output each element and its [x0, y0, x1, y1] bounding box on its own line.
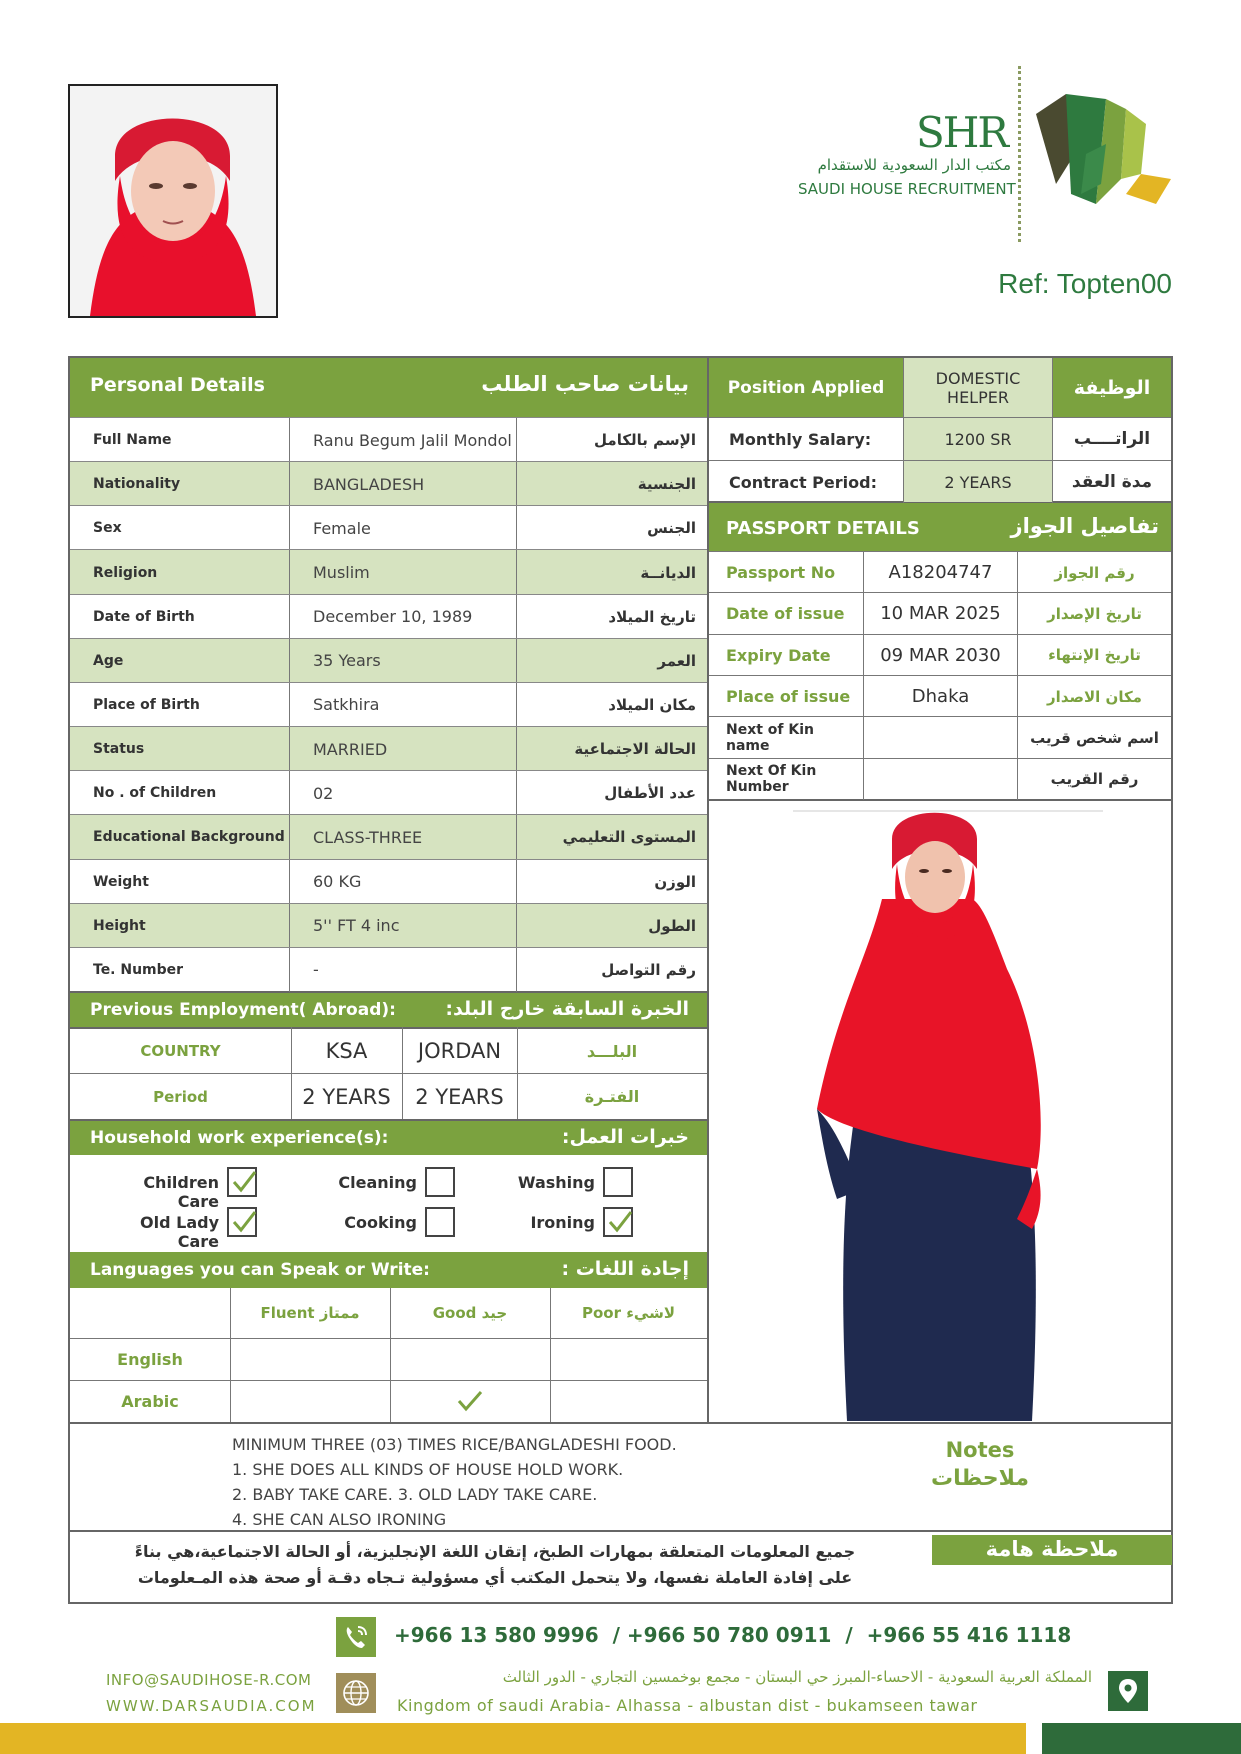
personal-row-value: Satkhira	[313, 695, 380, 715]
personal-row-label: Height	[93, 917, 146, 934]
notes-box	[68, 1424, 1173, 1532]
period-2: 2 YEARS	[415, 1084, 504, 1109]
passport-row	[709, 551, 1171, 592]
passport-row-value: Dhaka	[911, 686, 970, 708]
personal-row-value: Female	[313, 518, 371, 538]
household-item-label: Washing	[517, 1173, 595, 1192]
passport-row-value: A18204747	[888, 562, 993, 584]
monthly-salary-value: 1200 SR	[944, 429, 1012, 449]
personal-row-ar: الوزن	[654, 872, 696, 891]
languages-section	[68, 1252, 709, 1424]
household-item-checkbox[interactable]	[603, 1167, 633, 1197]
passport-row-ar: مكان الاصدار	[1047, 687, 1142, 706]
personal-row-value: BANGLADESH	[313, 474, 425, 494]
contract-period-label: Contract Period:	[729, 472, 877, 492]
personal-row	[70, 505, 707, 549]
personal-row-label: No . of Children	[93, 785, 217, 802]
passport-row-label: Date of issue	[726, 604, 845, 624]
passport-row	[709, 592, 1171, 633]
personal-row-label: Sex	[93, 520, 122, 537]
country-2: JORDAN	[417, 1039, 502, 1063]
logo-mark: SHR	[916, 108, 1008, 157]
country-label: COUNTRY	[140, 1042, 221, 1060]
passport-title: PASSPORT DETAILS	[726, 518, 920, 539]
personal-row-ar: الديانــة	[640, 563, 696, 582]
household-item-label: Children Care	[143, 1173, 219, 1211]
personal-row-value: 02	[313, 783, 334, 803]
passport-row-ar: اسم شخص قريب	[1030, 728, 1159, 747]
passport-row	[709, 634, 1171, 675]
personal-row-label: Age	[93, 652, 124, 669]
passport-row-ar: تاريخ الإصدار	[1047, 604, 1142, 623]
personal-row	[70, 903, 707, 947]
personal-row-ar: الحالة الاجتماعية	[574, 740, 696, 759]
personal-row-ar: تاريخ الميلاد	[608, 607, 696, 626]
passport-row-label: Next of Kin name	[726, 721, 815, 754]
language-level-check	[390, 1380, 550, 1422]
passport-row-ar: تاريخ الإنتهاء	[1048, 646, 1141, 665]
notes-label: Notes	[945, 1438, 1015, 1462]
languages-title: Languages you can Speak or Write:	[90, 1260, 430, 1280]
passport-row-ar: رقم القريب	[1050, 770, 1139, 789]
household-item-label: Old Lady Care	[140, 1213, 219, 1251]
footer-green-bar	[1042, 1723, 1241, 1754]
location-pin-icon	[1108, 1671, 1148, 1711]
monthly-salary-ar: الراتــــب	[1073, 429, 1151, 449]
previous-employment-section	[68, 993, 709, 1121]
country-label-ar: البلـــد	[586, 1041, 638, 1061]
passport-row-value: 09 MAR 2030	[880, 644, 1001, 666]
personal-row-value: December 10, 1989	[313, 607, 473, 627]
globe-icon	[336, 1673, 376, 1713]
notes-text	[232, 1432, 832, 1532]
period-label: Period	[153, 1087, 208, 1106]
personal-row-label: Te. Number	[93, 961, 184, 978]
passport-row-label: Place of issue	[726, 687, 851, 707]
important-note-line-1: جميع المعلومات المتعلقة بمهارات الطبخ، إتقان اللغة الإنجليزية، أو الحالة الاجتماعية،هي بناءً	[134, 1542, 856, 1561]
check-icon	[607, 1209, 633, 1235]
position-applied-label: Position Applied	[727, 377, 885, 398]
check-icon	[231, 1209, 257, 1235]
personal-row-label: Nationality	[93, 476, 181, 493]
personal-row-ar: مكان الميلاد	[608, 695, 696, 714]
personal-row-value: Muslim	[313, 563, 370, 583]
personal-row	[70, 638, 707, 682]
household-item-checkbox[interactable]	[227, 1207, 257, 1237]
personal-row	[70, 947, 707, 991]
logo-arabic-name: مكتب الدار السعودية للاستقدام	[817, 156, 1011, 174]
monthly-salary-label: Monthly Salary:	[729, 429, 872, 449]
passport-row-label: Expiry Date	[726, 645, 831, 665]
languages-header	[70, 1252, 707, 1288]
passport-row-value	[864, 759, 1017, 800]
personal-details-title: Personal Details	[90, 374, 265, 396]
period-label-ar: الفتـرة	[584, 1087, 640, 1106]
personal-row-value: 5'' FT 4 inc	[313, 916, 400, 936]
logo-english-name: SAUDI HOUSE RECRUITMENT	[798, 180, 1016, 198]
notes-label-ar: ملاحظات	[931, 1466, 1029, 1491]
saudi-map-icon	[1026, 84, 1176, 214]
personal-row-value: CLASS-THREE	[313, 827, 423, 847]
passport-table	[709, 503, 1173, 801]
personal-row	[70, 549, 707, 593]
language-level-header: Poor لاشيء	[582, 1304, 675, 1322]
country-1: KSA	[325, 1039, 368, 1063]
personal-details-table	[68, 356, 709, 993]
previous-employment-header	[70, 993, 707, 1027]
personal-row-value: 60 KG	[313, 872, 362, 892]
household-item-checkbox[interactable]	[425, 1167, 455, 1197]
company-logo	[790, 64, 1180, 244]
personal-row-ar: رقم التواصل	[601, 960, 696, 979]
check-icon	[457, 1390, 483, 1412]
notes-line-4: 4. SHE CAN ALSO IRONING	[232, 1510, 447, 1529]
personal-row-value: 35 Years	[313, 651, 381, 671]
notes-line-2: 1. SHE DOES ALL KINDS OF HOUSE HOLD WORK.	[232, 1460, 624, 1479]
household-header	[70, 1121, 707, 1155]
reference-number: Ref: Topten00	[998, 268, 1172, 299]
personal-row-ar: المستوى التعليمي	[562, 828, 696, 847]
email-address[interactable]: INFO@SAUDIHOSE-R.COM	[106, 1671, 312, 1689]
household-item-checkbox[interactable]	[603, 1207, 633, 1237]
passport-row-value	[864, 717, 1017, 758]
household-section	[68, 1121, 709, 1252]
personal-row-label: Status	[93, 741, 145, 758]
period-1: 2 YEARS	[302, 1084, 391, 1109]
household-item-label: Cleaning	[338, 1173, 417, 1192]
check-icon	[231, 1169, 257, 1195]
position-applied-ar: الوظيفة	[1073, 376, 1151, 399]
personal-row	[70, 814, 707, 858]
notes-line-1: MINIMUM THREE (03) TIMES RICE/BANGLADESHI FOOD.	[232, 1435, 677, 1454]
personal-row-ar: عدد الأطفال	[604, 784, 696, 803]
address-english: Kingdom of saudi Arabia- Alhassa - albustan dist - bukamseen tawar	[397, 1696, 978, 1715]
contract-period-value: 2 YEARS	[944, 472, 1012, 492]
website-address[interactable]: WWW.DARSAUDIA.COM	[106, 1697, 317, 1715]
household-item-label: Cooking	[344, 1213, 417, 1232]
languages-title-ar: إجادة اللغات :	[561, 1258, 689, 1280]
personal-row	[70, 859, 707, 903]
passport-header	[709, 503, 1171, 551]
personal-row-label: Religion	[93, 564, 158, 581]
personal-row-ar: الطول	[648, 916, 696, 935]
household-item-checkbox[interactable]	[227, 1167, 257, 1197]
contract-period-ar: مدة العقد	[1071, 472, 1153, 492]
passport-row-label: Next Of Kin Number	[726, 763, 817, 796]
household-title: Household work experience(s):	[90, 1128, 389, 1148]
address-arabic: المملكة العربية السعودية - الاحساء-المبرز حي البستان - مجمع بوخمسين التجاري - الدور الثالث	[502, 1668, 1092, 1686]
passport-row-ar: رقم الجواز	[1054, 563, 1135, 582]
passport-row	[709, 716, 1171, 757]
important-note-box	[68, 1532, 1173, 1604]
personal-details-header	[70, 358, 707, 417]
language-name: English	[117, 1349, 183, 1369]
passport-row	[709, 758, 1171, 799]
personal-row-label: Full Name	[93, 432, 172, 449]
personal-row-label: Date of Birth	[93, 608, 195, 625]
personal-row-ar: الجنس	[647, 519, 696, 538]
personal-row	[70, 682, 707, 726]
portrait-photo	[68, 84, 278, 318]
previous-employment-title-ar: الخبرة السابقة خارج البلد:	[445, 998, 689, 1020]
household-title-ar: خبرات العمل:	[561, 1126, 689, 1148]
household-item-checkbox[interactable]	[425, 1207, 455, 1237]
personal-row-label: Weight	[93, 873, 149, 890]
personal-row-label: Place of Birth	[93, 696, 200, 713]
personal-details-title-ar: بيانات صاحب الطلب	[481, 372, 689, 396]
personal-row-value: -	[313, 960, 319, 980]
personal-row	[70, 770, 707, 814]
full-body-photo-frame	[709, 801, 1173, 1424]
phone-numbers[interactable]: +966 13 580 9996 / +966 50 780 0911 / +966 55 416 1118	[394, 1623, 1072, 1647]
language-name: Arabic	[121, 1391, 179, 1411]
language-level-header: Good جيد	[432, 1304, 508, 1322]
personal-row-value: MARRIED	[313, 739, 388, 759]
position-applied-value: DOMESTIC HELPER	[935, 368, 1021, 407]
personal-row-ar: الإسم بالكامل	[594, 431, 696, 450]
position-table	[709, 356, 1173, 503]
personal-row	[70, 461, 707, 505]
language-level-header: Fluent ممتاز	[260, 1304, 360, 1322]
important-note-title: ملاحظة هامة	[932, 1535, 1172, 1565]
personal-row-ar: الجنسية	[637, 475, 696, 494]
personal-row	[70, 726, 707, 770]
phone-icon	[336, 1617, 376, 1657]
personal-row-value: Ranu Begum Jalil Mondol	[313, 430, 512, 450]
household-item-label: Ironing	[530, 1213, 595, 1232]
personal-row	[70, 594, 707, 638]
notes-line-3: 2. BABY TAKE CARE. 3. OLD LADY TAKE CARE.	[232, 1485, 598, 1504]
previous-employment-title: Previous Employment( Abroad):	[90, 1000, 396, 1020]
passport-row-value: 10 MAR 2025	[880, 603, 1001, 625]
full-body-photo	[777, 809, 1107, 1421]
important-note-line-2: على إفادة العاملة نفسها، ولا يتحمل المكتب أي مسؤولية تـجاه دقـة أو صحة هذه المـعلومات	[137, 1568, 853, 1587]
footer-gold-bar	[0, 1723, 1026, 1754]
personal-row	[70, 417, 707, 461]
personal-row-label: Educational Background	[93, 829, 285, 846]
personal-row-ar: العمر	[657, 651, 696, 670]
passport-row-label: Passport No	[726, 563, 836, 583]
passport-row	[709, 675, 1171, 716]
passport-title-ar: تفاصيل الجواز	[1010, 514, 1159, 538]
